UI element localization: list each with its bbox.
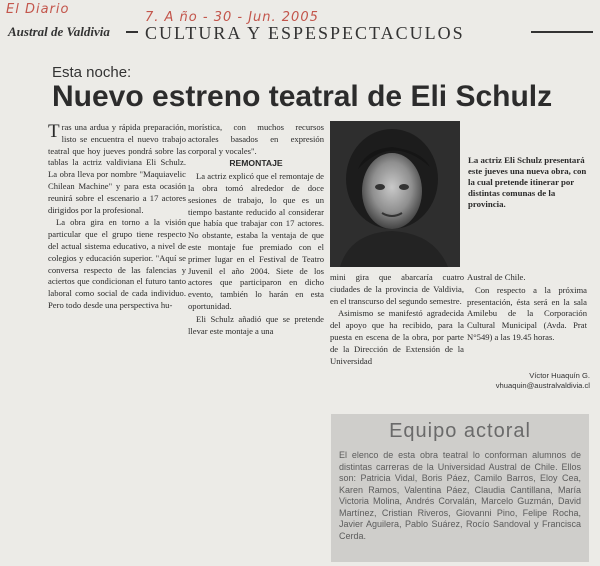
article-subhead: REMONTAJE [229, 158, 283, 169]
section-rule-right [531, 31, 593, 33]
article-kicker: Esta noche: [52, 64, 132, 81]
cast-box-title: Equipo actoral [389, 420, 531, 442]
actress-photo [330, 121, 460, 267]
paragraph: Eli Schulz añadió que se pretende llevar este montaje a una [188, 313, 324, 336]
paragraph: Austral de Chile. [467, 272, 526, 282]
paragraph: Con respecto a la próxima presentación, ésta será en la sala Amilebu de la Corporación Cultural Municipal (Avda. Prat N°549) a las 19.45 horas. [467, 284, 587, 342]
paragraph: morística, con muchos recursos actorales basados en expresión corporal y vocales". [188, 122, 324, 156]
section-title: CULTURA Y ESPESPECTACULOS [145, 23, 465, 43]
article-headline: Nuevo estreno teatral de Eli Schulz [52, 80, 553, 113]
article-column-3 [330, 272, 464, 400]
section-rule-left [126, 31, 138, 33]
newspaper-name: Austral de Valdivia [8, 24, 110, 39]
portrait-image [330, 121, 460, 267]
paragraph: mini gira que abarcaría cuatro ciudades de la provincia de Valdivia, en el transcurso del segundo semestre. [330, 272, 464, 306]
cast-box-text: El elenco de esta obra teatral lo conforman alumnos de distintas carreras de la Universidad Austral de Chile. Ellos son: Patricia Vidal, Boris Páez, Camilo Barros, Eloy Cea, Karen Ramos, Valentina Páez, Claudia Cantillana, María Victoria Molina, Andrés Corvalán, Marcelo Guzmán, David Martínez, Cristian Riveros, Giovanni Pino, Felipe Rocha, Javier Aguilera, Pablo Suárez, Rocío Sandoval y Francisca Cerda. [339, 450, 581, 541]
article-column-1 [48, 122, 186, 394]
byline [462, 371, 590, 391]
handwritten-date: 7. A ño - 30 - Jun. 2005 [145, 10, 319, 25]
paragraph: La actriz explicó que el remontaje de la obra tomó alrededor de doce sesiones de trabajo, lo que es un tiempo bastante reducido al considerar que había que trabajar con 17 actores. No obstante, estaba la ventaja de que este montaje fue premiado con el primer lugar en el Festival de Teatro Juvenil el año 2004. Siete de los actores que participaron en dicho evento, también lo harán en esta oportunidad. [188, 171, 324, 311]
paragraph: La obra gira en torno a la visión particular que el grupo tiene respecto del actual sistema educativo, a nivel de colegios y educación superior. "Aquí se conversa respecto de las falencias y aciertos que condicionan el futuro tanto laboral como social de cada individuo. Pero todo desde una perspectiva hu- [48, 217, 186, 310]
paragraph: Tras una ardua y rápida preparación, listo se encuentra el nuevo trabajo teatral que hoy jueves pondrá sobre las tablas la actriz valdiviana Eli Schulz. La obra lleva por nombre "Maquiavelic Chilean Machine" y para esta ocasión reunirá sobre el escenario a 17 actores dirigidos por la profesional. [48, 122, 186, 215]
article-column-2 [188, 122, 324, 394]
byline-name: Víctor Huaquín G. [529, 371, 590, 380]
cast-box [331, 414, 589, 562]
handwritten-paper-name: El Diario [6, 2, 70, 17]
byline-email: vhuaquin@australvaldivia.cl [495, 381, 590, 390]
photo-caption: La actriz Eli Schulz presentará este jueves una nueva obra, con la cual pretende itinerar por distintas comunas de la provincia. [468, 155, 587, 209]
paragraph: Asimismo se manifestó agradecida del apoyo que ha recibido, para la puesta en escena de la obra, por parte de la Dirección de Extensión de la Universidad [330, 308, 464, 366]
